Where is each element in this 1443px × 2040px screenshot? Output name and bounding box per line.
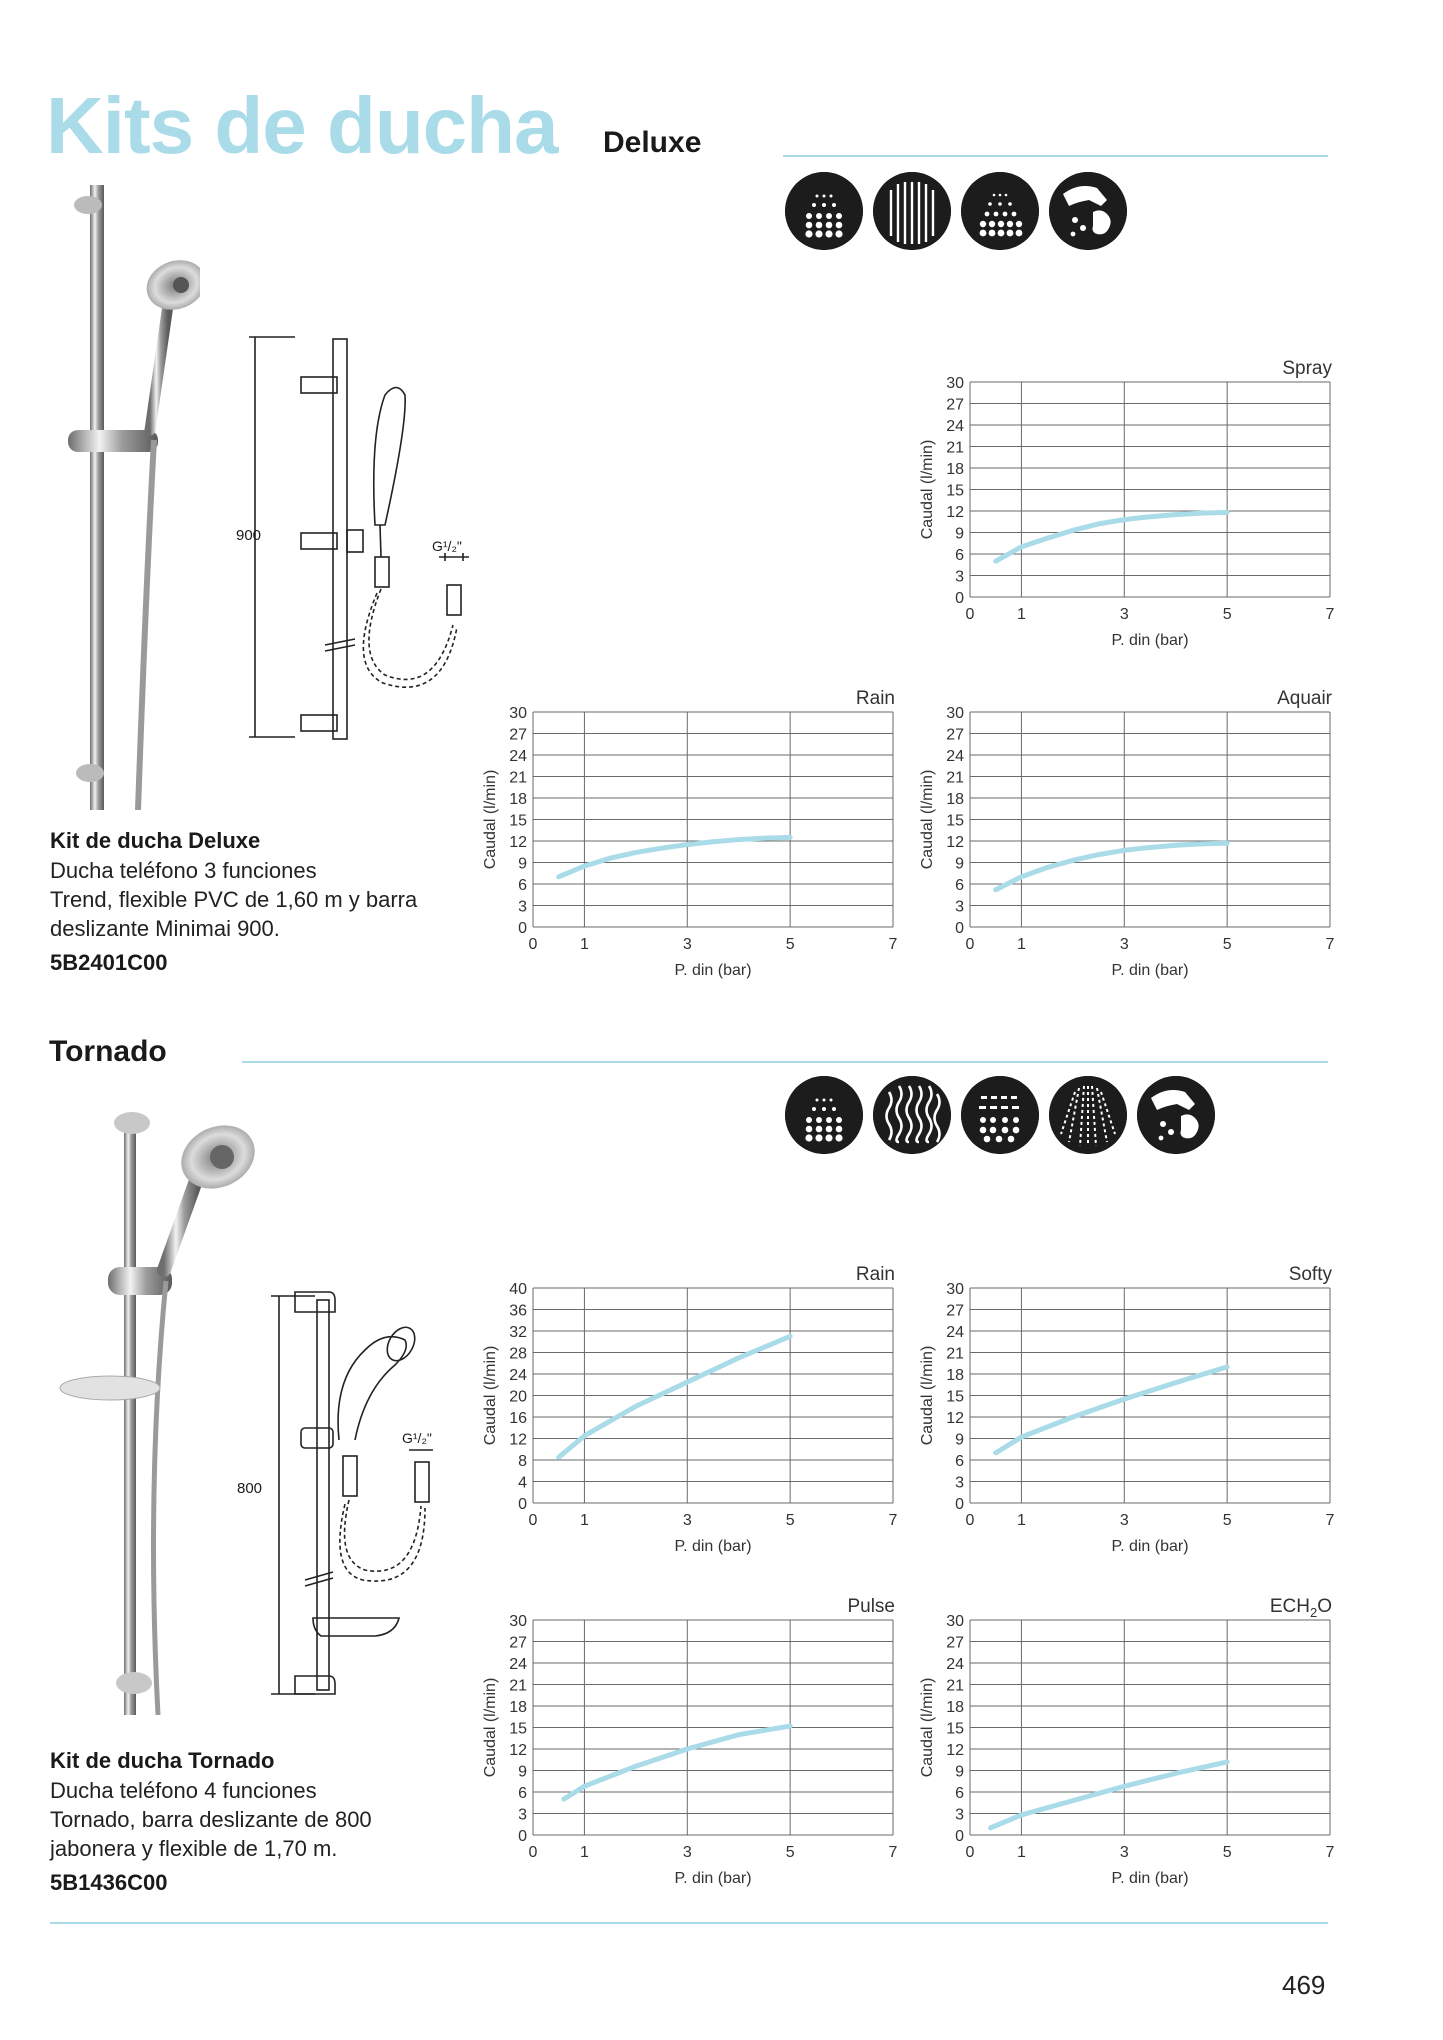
section-divider-tornado <box>242 1061 1328 1063</box>
y-tick-label: 21 <box>509 1677 527 1695</box>
y-tick-label: 4 <box>518 1474 527 1492</box>
chart-title: $ECH_2O$ <box>1269 1596 1332 1620</box>
y-tick-label: 27 <box>946 726 964 744</box>
x-tick-label: 7 <box>1325 1512 1335 1529</box>
x-tick-label: 1 <box>579 1844 589 1861</box>
y-tick-label: 18 <box>946 791 964 808</box>
chart-deluxe-aquair <box>900 682 1340 987</box>
y-tick-label: 18 <box>946 1367 964 1384</box>
chart-title: Softy <box>1288 1264 1332 1285</box>
y-tick-label: 9 <box>955 855 964 873</box>
dimension-label-deluxe: 900 <box>236 527 262 544</box>
thread-label-deluxe: G¹/₂" <box>432 538 462 554</box>
x-tick-label: 5 <box>1222 936 1232 953</box>
chart-deluxe-spray <box>900 352 1340 657</box>
y-tick-label: 12 <box>946 504 964 521</box>
y-tick-label: 6 <box>955 1453 964 1470</box>
y-tick-label: 6 <box>518 1785 527 1802</box>
ech2o-icon <box>1049 1076 1127 1154</box>
x-axis-label: P. din (bar) <box>674 962 752 979</box>
x-axis-label: P. din (bar) <box>1111 962 1189 979</box>
chart-deluxe-rain <box>463 682 903 987</box>
y-tick-label: 24 <box>509 748 527 765</box>
y-axis-label: Caudal (l/min) <box>482 769 499 870</box>
x-tick-label: 1 <box>579 1512 589 1529</box>
x-tick-label: 5 <box>1222 606 1232 623</box>
product-name-tornado: Kit de ducha Tornado <box>50 1748 275 1773</box>
y-tick-label: 30 <box>946 1613 964 1630</box>
x-tick-label: 7 <box>888 1512 898 1529</box>
series-line <box>559 1336 790 1457</box>
y-tick-label: 18 <box>509 1699 527 1716</box>
y-tick-label: 12 <box>946 1410 964 1427</box>
y-tick-label: 16 <box>509 1410 527 1427</box>
function-icons-tornado <box>785 1076 1215 1154</box>
x-tick-label: 3 <box>1119 936 1129 953</box>
spray-icon <box>785 172 863 250</box>
y-tick-label: 27 <box>946 1302 964 1320</box>
chart-tornado-softy <box>900 1258 1340 1563</box>
y-tick-label: 30 <box>509 1613 527 1630</box>
series-line <box>996 843 1227 890</box>
chart-title: Rain <box>855 1264 895 1285</box>
x-tick-label: 1 <box>1016 936 1026 953</box>
chart-tornado-pulse <box>463 1590 903 1895</box>
x-tick-label: 0 <box>965 1844 975 1861</box>
product-code-tornado: 5B1436C00 <box>50 1870 168 1895</box>
y-tick-label: 0 <box>955 1828 964 1845</box>
pulse-icon <box>961 1076 1039 1154</box>
y-tick-label: 3 <box>518 898 527 916</box>
y-tick-label: 18 <box>509 791 527 808</box>
y-tick-label: 15 <box>946 1388 964 1406</box>
y-tick-label: 8 <box>518 1453 527 1470</box>
y-tick-label: 6 <box>955 547 964 564</box>
chart-tornado-rain <box>463 1258 903 1563</box>
x-tick-label: 1 <box>1016 1512 1026 1529</box>
y-tick-label: 3 <box>955 568 964 586</box>
y-tick-label: 30 <box>509 705 527 722</box>
y-tick-label: 24 <box>946 418 964 435</box>
y-tick-label: 0 <box>518 920 527 937</box>
y-tick-label: 12 <box>509 1431 527 1449</box>
y-tick-label: 24 <box>509 1367 527 1384</box>
page-number: 469 <box>1282 1970 1326 2000</box>
x-tick-label: 7 <box>1325 936 1335 953</box>
x-tick-label: 7 <box>1325 1844 1335 1861</box>
y-tick-label: 9 <box>955 1763 964 1781</box>
chart-title: Rain <box>855 688 895 709</box>
chart-tornado-ech2o <box>900 1590 1340 1895</box>
y-tick-label: 24 <box>946 1656 964 1673</box>
y-tick-label: 12 <box>946 834 964 851</box>
y-tick-label: 40 <box>509 1281 527 1298</box>
x-tick-label: 1 <box>579 936 589 953</box>
y-tick-label: 32 <box>509 1324 527 1341</box>
series-line <box>564 1726 790 1799</box>
x-tick-label: 0 <box>528 1512 538 1529</box>
y-tick-label: 6 <box>955 877 964 894</box>
y-tick-label: 15 <box>509 812 527 830</box>
y-tick-label: 9 <box>955 525 964 543</box>
y-tick-label: 27 <box>509 726 527 744</box>
chart-title: Pulse <box>847 1596 895 1617</box>
y-tick-label: 15 <box>509 1720 527 1738</box>
x-tick-label: 0 <box>528 936 538 953</box>
y-tick-label: 21 <box>946 1345 964 1363</box>
chart-title: Spray <box>1282 358 1332 379</box>
chart-title: Aquair <box>1277 688 1332 709</box>
y-tick-label: 18 <box>946 461 964 478</box>
footer-divider <box>50 1922 1328 1924</box>
x-tick-label: 3 <box>682 1844 692 1861</box>
function-icons-deluxe <box>785 172 1127 250</box>
product-name-deluxe: Kit de ducha Deluxe <box>50 828 261 853</box>
y-tick-label: 3 <box>955 898 964 916</box>
series-line <box>991 1762 1228 1828</box>
y-tick-label: 9 <box>955 1431 964 1449</box>
x-tick-label: 3 <box>1119 1844 1129 1861</box>
y-tick-label: 30 <box>946 1281 964 1298</box>
y-axis-label: Caudal (l/min) <box>919 439 936 540</box>
y-tick-label: 36 <box>509 1302 527 1320</box>
y-tick-label: 3 <box>955 1474 964 1492</box>
y-axis-label: Caudal (l/min) <box>482 1345 499 1446</box>
product-description-deluxe: Ducha teléfono 3 funciones Trend, flexible PVC de 1,60 m y barra deslizante Minimai 900. <box>50 858 418 941</box>
aquair-icon <box>961 172 1039 250</box>
y-tick-label: 21 <box>946 439 964 457</box>
x-tick-label: 5 <box>1222 1844 1232 1861</box>
y-axis-label: Caudal (l/min) <box>919 1677 936 1778</box>
product-photo-deluxe <box>50 185 200 810</box>
x-tick-label: 3 <box>1119 1512 1129 1529</box>
x-tick-label: 7 <box>1325 606 1335 623</box>
y-tick-label: 24 <box>946 1324 964 1341</box>
y-tick-label: 24 <box>509 1656 527 1673</box>
y-tick-label: 3 <box>518 1806 527 1824</box>
x-tick-label: 3 <box>682 1512 692 1529</box>
section-title-tornado: Tornado <box>49 1035 167 1068</box>
x-tick-label: 1 <box>1016 606 1026 623</box>
y-tick-label: 12 <box>509 834 527 851</box>
series-line <box>559 837 790 876</box>
y-tick-label: 18 <box>946 1699 964 1716</box>
y-tick-label: 12 <box>509 1742 527 1759</box>
y-axis-label: Caudal (l/min) <box>482 1677 499 1778</box>
hand-water-icon <box>1049 172 1127 250</box>
y-tick-label: 0 <box>955 590 964 607</box>
x-axis-label: P. din (bar) <box>1111 632 1189 649</box>
y-tick-label: 27 <box>946 396 964 414</box>
y-tick-label: 6 <box>518 877 527 894</box>
x-tick-label: 3 <box>682 936 692 953</box>
page-title: Kits de ducha <box>46 81 558 170</box>
softy-icon <box>873 1076 951 1154</box>
x-tick-label: 7 <box>888 936 898 953</box>
x-axis-label: P. din (bar) <box>674 1538 752 1555</box>
rain-icon <box>873 172 951 250</box>
y-axis-label: Caudal (l/min) <box>919 1345 936 1446</box>
y-tick-label: 21 <box>509 769 527 787</box>
x-tick-label: 3 <box>1119 606 1129 623</box>
y-tick-label: 3 <box>955 1806 964 1824</box>
y-tick-label: 27 <box>509 1634 527 1652</box>
y-tick-label: 27 <box>946 1634 964 1652</box>
y-tick-label: 21 <box>946 1677 964 1695</box>
technical-drawing-tornado <box>235 1290 455 1710</box>
x-tick-label: 1 <box>1016 1844 1026 1861</box>
y-tick-label: 30 <box>946 375 964 392</box>
x-tick-label: 5 <box>1222 1512 1232 1529</box>
y-axis-label: Caudal (l/min) <box>919 769 936 870</box>
y-tick-label: 20 <box>509 1388 527 1406</box>
y-tick-label: 15 <box>946 1720 964 1738</box>
section-title-deluxe: Deluxe <box>603 126 702 159</box>
y-tick-label: 6 <box>955 1785 964 1802</box>
y-tick-label: 0 <box>955 1496 964 1513</box>
dimension-label-tornado: 800 <box>237 1480 263 1497</box>
x-tick-label: 0 <box>965 1512 975 1529</box>
section-divider-deluxe <box>783 155 1328 157</box>
hand-water-icon <box>1137 1076 1215 1154</box>
y-tick-label: 28 <box>509 1345 527 1363</box>
rain-icon <box>785 1076 863 1154</box>
x-axis-label: P. din (bar) <box>674 1870 752 1887</box>
product-code-deluxe: 5B2401C00 <box>50 950 168 975</box>
x-tick-label: 0 <box>965 936 975 953</box>
y-tick-label: 15 <box>946 482 964 500</box>
x-tick-label: 7 <box>888 1844 898 1861</box>
y-tick-label: 30 <box>946 705 964 722</box>
x-tick-label: 0 <box>528 1844 538 1861</box>
y-tick-label: 15 <box>946 812 964 830</box>
product-description-tornado: Ducha teléfono 4 funciones Tornado, barra deslizante de 800 jabonera y flexible de 1,70 m. <box>50 1778 372 1861</box>
y-tick-label: 9 <box>518 1763 527 1781</box>
y-tick-label: 0 <box>518 1828 527 1845</box>
thread-label-tornado: G¹/₂" <box>402 1430 432 1446</box>
x-tick-label: 5 <box>785 936 795 953</box>
x-axis-label: P. din (bar) <box>1111 1870 1189 1887</box>
y-tick-label: 0 <box>955 920 964 937</box>
x-tick-label: 0 <box>965 606 975 623</box>
y-tick-label: 24 <box>946 748 964 765</box>
y-tick-label: 0 <box>518 1496 527 1513</box>
x-axis-label: P. din (bar) <box>1111 1538 1189 1555</box>
y-tick-label: 9 <box>518 855 527 873</box>
y-tick-label: 12 <box>946 1742 964 1759</box>
y-tick-label: 21 <box>946 769 964 787</box>
x-tick-label: 5 <box>785 1844 795 1861</box>
series-line <box>996 1367 1227 1453</box>
x-tick-label: 5 <box>785 1512 795 1529</box>
